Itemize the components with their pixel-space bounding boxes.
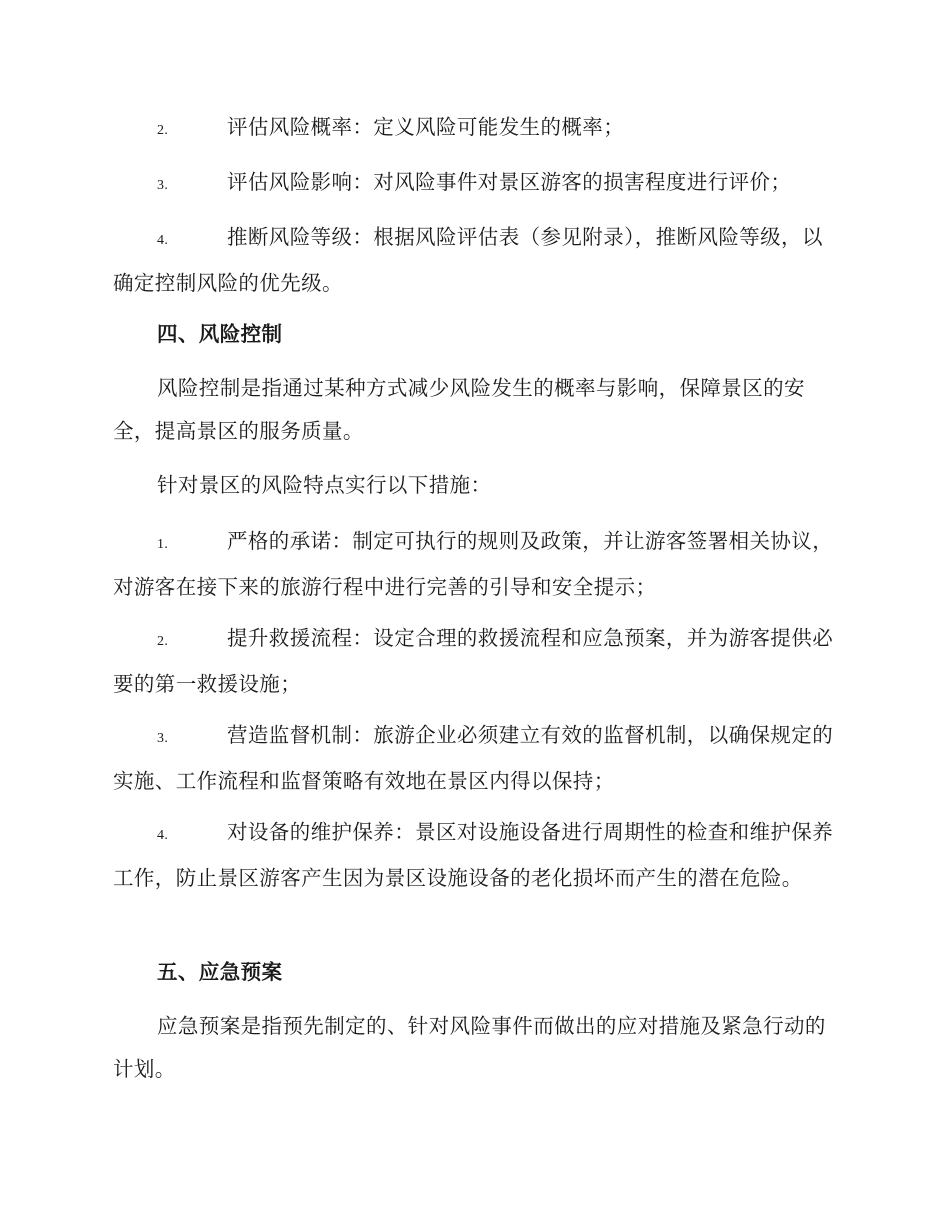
list-number: 4. bbox=[157, 828, 169, 843]
list-number: 1. bbox=[157, 537, 169, 552]
list-number: 3. bbox=[157, 731, 169, 746]
list-item bbox=[113, 216, 835, 305]
paragraph: 风险控制是指通过某种方式减少风险发生的概率与影响，保障景区的安全，提高景区的服务质量。 bbox=[113, 376, 805, 443]
list-text: 严格的承诺：制定可执行的规则及政策，并让游客签署相关协议，对游客在接下来的旅游行程中进行完善的引导和安全提示； bbox=[113, 529, 834, 599]
list-number: 4. bbox=[157, 233, 169, 248]
list-item bbox=[113, 811, 835, 900]
list-text: 评估风险影响：对风险事件对景区游客的损害程度进行评价； bbox=[227, 170, 792, 194]
section-heading: 四、风险控制 bbox=[157, 322, 283, 346]
list-text: 对设备的维护保养：景区对设施设备进行周期性的检查和维护保养工作，防止景区游客产生因为景区设施设备的老化损坏而产生的潜在危险。 bbox=[113, 820, 834, 890]
list-item bbox=[113, 714, 835, 803]
paragraph: 针对景区的风险特点实行以下措施： bbox=[157, 473, 492, 497]
list-item bbox=[113, 161, 835, 207]
list-text: 评估风险概率：定义风险可能发生的概率； bbox=[227, 115, 625, 139]
section-heading: 五、应急预案 bbox=[157, 960, 283, 984]
list-text: 推断风险等级：根据风险评估表（参见附录），推断风险等级，以确定控制风险的优先级。 bbox=[113, 225, 823, 295]
list-text: 营造监督机制：旅游企业必须建立有效的监督机制，以确保规定的实施、工作流程和监督策略有效地在景区内得以保持； bbox=[113, 723, 834, 793]
paragraph: 应急预案是指预先制定的、针对风险事件而做出的应对措施及紧急行动的计划。 bbox=[113, 1014, 826, 1081]
list-text: 提升救援流程：设定合理的救援流程和应急预案，并为游客提供必要的第一救援设施； bbox=[113, 626, 834, 696]
list-item bbox=[113, 617, 835, 706]
list-number: 3. bbox=[157, 178, 169, 193]
list-number: 2. bbox=[157, 123, 169, 138]
list-item bbox=[113, 106, 835, 152]
list-item bbox=[113, 520, 835, 609]
list-number: 2. bbox=[157, 634, 169, 649]
